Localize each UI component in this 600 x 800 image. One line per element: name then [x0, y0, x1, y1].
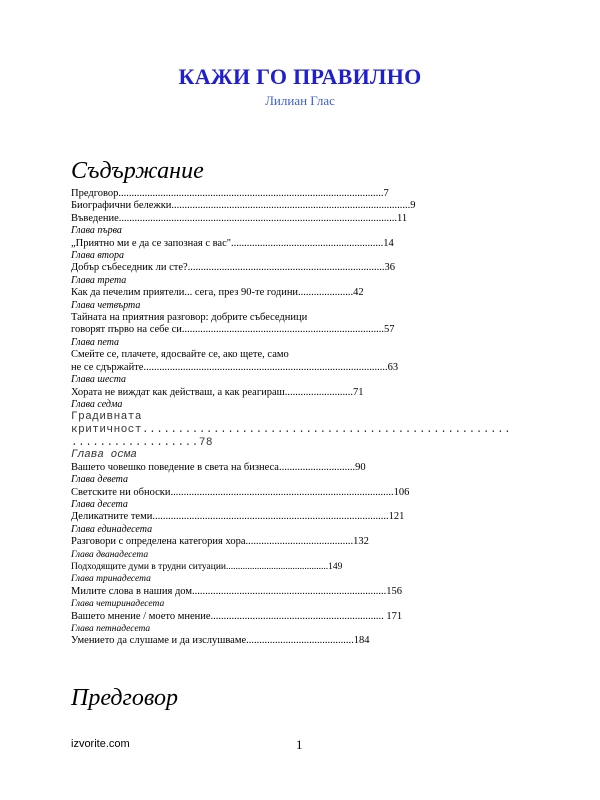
- chapter-label: Глава девета: [71, 474, 129, 486]
- chapter-label: Глава втора: [71, 250, 124, 262]
- toc-entry-ch15[interactable]: Умението да слушаме и да изслушваме.........................................184: [71, 635, 370, 647]
- chapter-label: Глава осма: [71, 449, 138, 462]
- toc-entry-ch12[interactable]: Подходящите думи в трудни ситуации...........................................149: [71, 561, 343, 572]
- toc-entry-ch9[interactable]: Светските ни обноски.....................................................................................106: [71, 486, 410, 498]
- toc-entry-preface[interactable]: Предговор.....................................................................................................7: [71, 188, 389, 199]
- toc-entry-bio[interactable]: Биографични бележки...........................................................................................9: [71, 200, 416, 212]
- chapter-label: Глава тринадесета: [71, 574, 151, 585]
- chapter-label: Глава дванадесета: [71, 549, 149, 560]
- table-of-contents: [71, 188, 512, 648]
- chapter-label: Глава петнадесета: [71, 623, 151, 634]
- chapter-label: Глава единадесета: [71, 523, 153, 535]
- toc-entry-ch14[interactable]: Вашето мнение / моето мнение.................................................................. 171: [71, 610, 403, 622]
- foreword-heading: Предговор: [71, 685, 178, 711]
- toc-entry-ch4-line1[interactable]: Тайната на приятния разговор: добрите събеседници: [71, 312, 308, 324]
- toc-entry-ch11[interactable]: Разговори с определена категория хора.........................................132: [71, 536, 369, 548]
- chapter-label: Глава десета: [71, 498, 128, 510]
- toc-entry-ch3[interactable]: Как да печелим приятели... сега, през 90-те години.....................42: [71, 287, 364, 299]
- chapter-label: Глава първа: [71, 225, 122, 237]
- chapter-label: Глава шеста: [71, 374, 127, 386]
- toc-entry-ch10[interactable]: Деликатните теми..........................................................................................121: [71, 511, 405, 523]
- toc-entry-ch7-line2[interactable]: критичност....................................................: [71, 423, 512, 436]
- footer-site: izvorite.com: [71, 738, 130, 750]
- toc-entry-intro[interactable]: Въведение..........................................................................................................11: [71, 212, 408, 224]
- toc-entry-ch5-line2[interactable]: не се сдържайте.............................................................................................63: [71, 361, 399, 373]
- toc-entry-ch7-line3[interactable]: ..................78: [71, 436, 214, 449]
- chapter-label: Глава пета: [71, 336, 120, 348]
- toc-entry-ch4-line2[interactable]: говорят първо на себе си.............................................................................57: [71, 324, 395, 336]
- page-number: 1: [296, 737, 303, 752]
- chapter-label: Глава четиринадесета: [71, 599, 165, 610]
- chapter-label: Глава седма: [71, 398, 123, 410]
- toc-heading: Съдържание: [71, 158, 204, 184]
- book-title: КАЖИ ГО ПРАВИЛНО: [178, 64, 422, 89]
- toc-entry-ch13[interactable]: Милите слова в нашия дом..........................................................................156: [71, 585, 403, 597]
- toc-entry-ch8[interactable]: Вашето човешко поведение в света на бизнеса.............................90: [71, 461, 366, 473]
- toc-entry-ch6[interactable]: Хората не виждат как действаш, а как реагираш..........................71: [71, 386, 364, 398]
- chapter-label: Глава четвърта: [71, 299, 141, 311]
- toc-entry-ch7-line1[interactable]: Градивната: [71, 411, 143, 424]
- toc-entry-ch1[interactable]: „Приятно ми е да се запозная с вас"..........................................................14: [71, 237, 394, 249]
- toc-entry-ch2[interactable]: Добър събеседник ли сте?...........................................................................36: [71, 262, 396, 274]
- chapter-label: Глава трета: [71, 274, 127, 286]
- book-author: Лилиан Глас: [265, 93, 335, 108]
- toc-entry-ch5-line1[interactable]: Смейте се, плачете, ядосвайте се, ако щете, само: [71, 349, 289, 361]
